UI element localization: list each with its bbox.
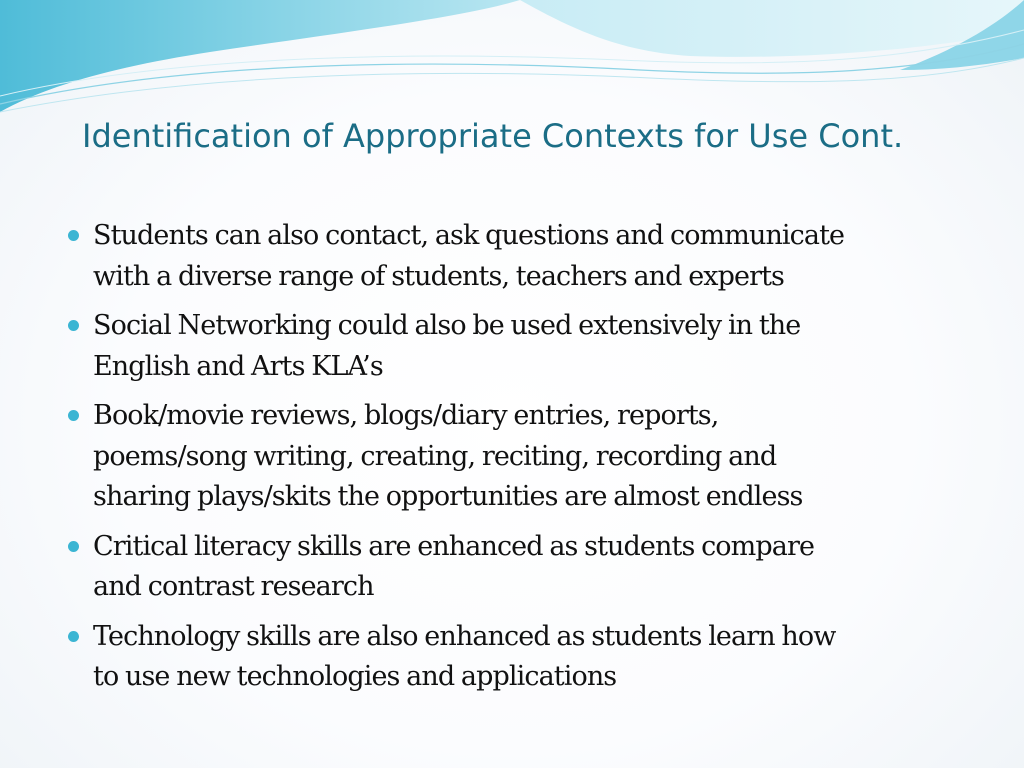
bullet-dot-icon <box>68 541 79 552</box>
bullet-text <box>93 396 802 518</box>
bullet-item <box>68 216 968 297</box>
bullet-dot-icon <box>68 320 79 331</box>
bullet-line: English and Arts KLA’s <box>93 350 383 382</box>
bullet-line: and contrast research <box>93 571 374 602</box>
bullet-dot-icon <box>68 410 79 421</box>
bullet-text <box>93 216 844 297</box>
bullet-item <box>68 617 968 698</box>
bullet-dot-icon <box>68 631 79 642</box>
bullet-line: poems/song writing, creating, reciting, recording and <box>93 440 777 472</box>
decorative-wave-banner <box>0 0 1024 130</box>
slide-title: Identification of Appropriate Contexts for Use Cont. <box>82 117 904 155</box>
bullet-line: to use new technologies and applications <box>93 661 617 692</box>
bullet-line: Critical literacy skills are enhanced as students compare <box>93 530 815 562</box>
bullet-text <box>93 617 835 698</box>
bullet-item <box>68 527 968 608</box>
bullet-line: Students can also contact, ask questions and communicate <box>93 220 845 251</box>
bullet-item <box>68 306 968 387</box>
bullet-line: Book/movie reviews, blogs/diary entries, reports, <box>93 400 719 431</box>
bullet-line: Technology skills are also enhanced as students learn how <box>93 620 836 652</box>
bullet-text <box>93 527 814 608</box>
bullet-line: sharing plays/skits the opportunities are almost endless <box>93 481 803 512</box>
wave-light <box>520 0 1024 57</box>
wave-line-2 <box>0 58 1024 112</box>
bullet-line: with a diverse range of students, teachers and experts <box>93 260 785 292</box>
bullet-text <box>93 306 800 387</box>
bullet-item <box>68 396 968 518</box>
bullet-dot-icon <box>68 230 79 241</box>
bullet-list <box>68 216 968 707</box>
bullet-line: Social Networking could also be used extensively in the <box>93 310 801 341</box>
